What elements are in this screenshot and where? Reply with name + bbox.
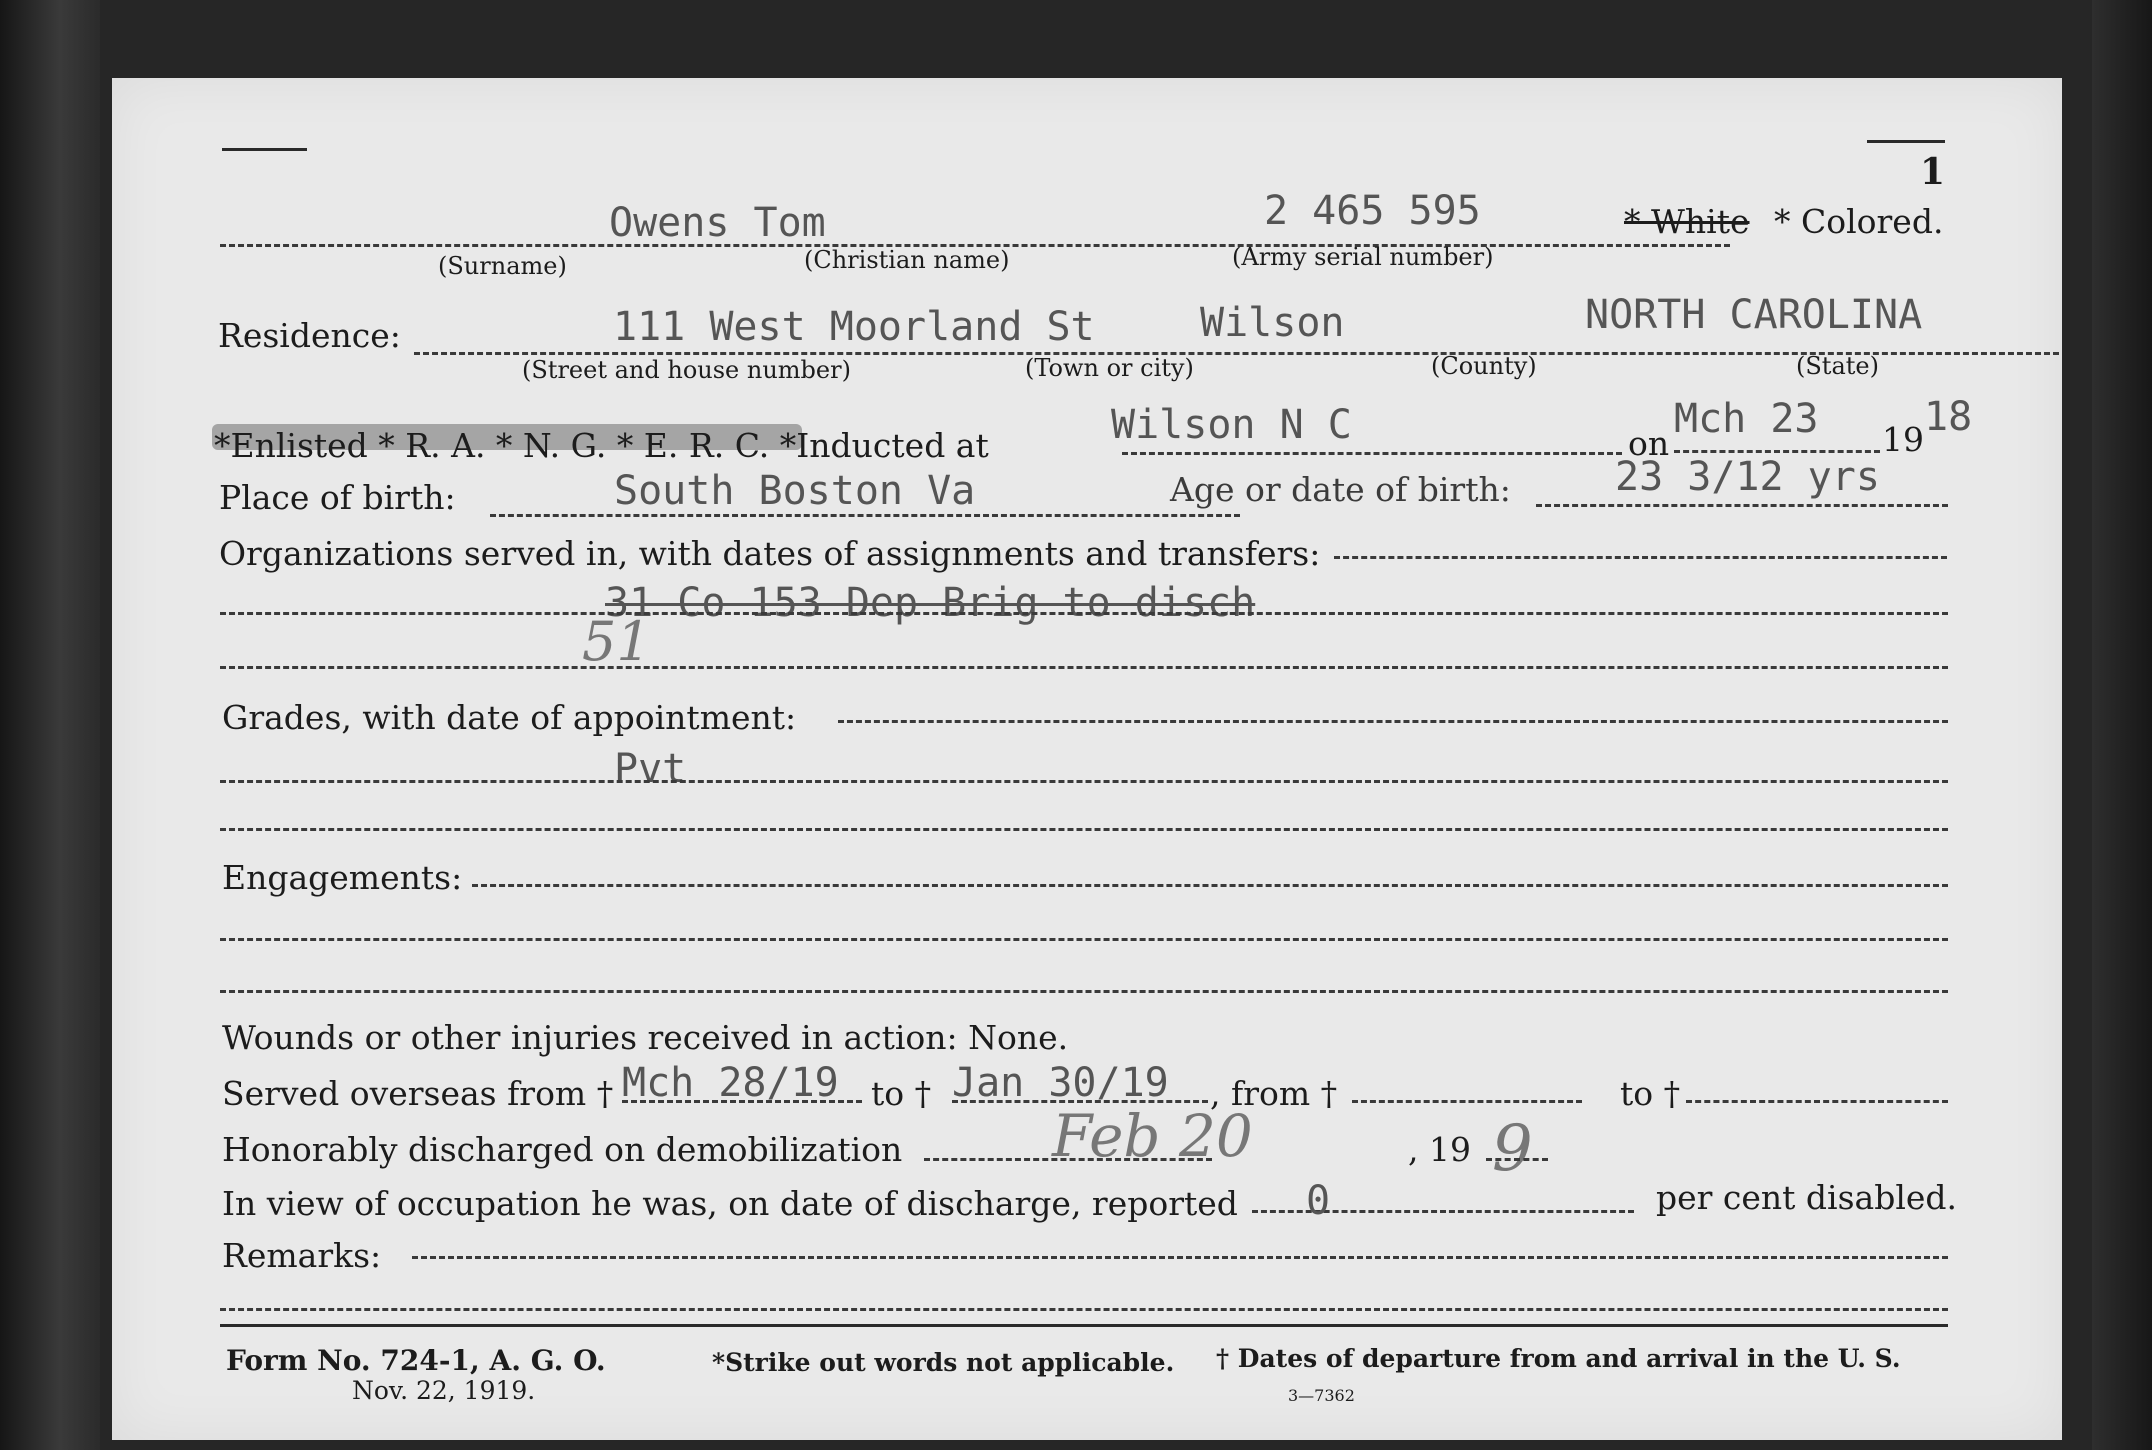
organizations-line-1 [220, 612, 1948, 615]
strike-out-note: *Strike out words not applicable. [712, 1348, 1175, 1377]
overseas-from-value: Mch 28/19 [622, 1060, 839, 1106]
year-prefix: 19 [1882, 420, 1924, 459]
overseas-from2-label: , from † [1210, 1074, 1338, 1113]
engagements-line-1 [220, 938, 1948, 941]
grades-line-1 [220, 780, 1948, 783]
remarks-line-1 [220, 1308, 1948, 1311]
engagements-line-2 [220, 990, 1948, 993]
overseas-to2-label: to † [1620, 1074, 1681, 1113]
wounds-label: Wounds or other injuries received in action: None. [222, 1018, 1069, 1057]
occupation-label: In view of occupation he was, on date of discharge, reported [222, 1184, 1238, 1223]
print-code: 3—7362 [1288, 1386, 1355, 1405]
discharge-year-value: 9 [1492, 1112, 1533, 1186]
top-right-rule [1867, 140, 1945, 143]
place-of-birth-label: Place of birth: [219, 478, 456, 517]
overseas-from2-line [1352, 1100, 1582, 1103]
inducted-date-value: Mch 23 [1674, 396, 1819, 442]
christian-name-caption: (Christian name) [804, 246, 1010, 274]
scanner-right-edge [2092, 0, 2152, 1450]
age-label: Age or date of birth: [1170, 470, 1511, 509]
form-date: Nov. 22, 1919. [352, 1376, 536, 1405]
disabled-percent-value: 0 [1306, 1178, 1331, 1224]
age-value: 23 3/12 yrs [1615, 454, 1880, 500]
surname-caption: (Surname) [438, 252, 567, 280]
dates-note: † Dates of departure from and arrival in the U. S. [1216, 1344, 1901, 1373]
overseas-to2-line [1686, 1100, 1948, 1103]
organizations-label: Organizations served in, with dates of assignments and transfers: [219, 534, 1321, 573]
place-of-birth-value: South Boston Va [614, 468, 976, 514]
discharge-year-prefix: , 19 [1408, 1130, 1471, 1169]
age-line [1536, 504, 1948, 507]
organization-typed-value: 31 Co 153 Dep Brig to disch [605, 580, 1256, 626]
on-label: on [1628, 424, 1670, 463]
card-number: 1 [1920, 151, 1946, 193]
overseas-to-label: to † [871, 1074, 932, 1113]
race-colored: * Colored. [1774, 202, 1944, 241]
organizations-line-0 [1334, 556, 1947, 559]
inducted-line [1122, 452, 1622, 455]
grade-value: Pvt [614, 746, 687, 792]
street-caption: (Street and house number) [522, 356, 851, 384]
residence-state-value: NORTH CAROLINA [1585, 292, 1923, 338]
residence-town-value: Wilson [1200, 300, 1345, 346]
discharged-label: Honorably discharged on demobilization [222, 1130, 903, 1169]
served-overseas-label: Served overseas from † [222, 1074, 614, 1113]
discharge-year-line [1486, 1158, 1548, 1161]
remarks-label: Remarks: [222, 1236, 382, 1275]
engagements-line-0 [472, 884, 1948, 887]
form-number: Form No. 724-1, A. G. O. [226, 1344, 606, 1377]
state-caption: (State) [1796, 352, 1879, 380]
grades-line-0 [838, 720, 1948, 723]
top-left-rule [222, 148, 307, 151]
overseas-to-value: Jan 30/19 [952, 1060, 1169, 1106]
army-serial-caption: (Army serial number) [1232, 243, 1494, 271]
residence-street-value: 111 West Moorland St [613, 304, 1095, 350]
residence-label: Residence: [218, 316, 401, 355]
race-white: * White [1624, 202, 1750, 241]
county-caption: (County) [1431, 352, 1537, 380]
inducted-at-value: Wilson N C [1111, 402, 1352, 448]
per-cent-label: per cent disabled. [1656, 1178, 1958, 1217]
serial-value: 2 465 595 [1264, 188, 1481, 234]
enlisted-label: *Enlisted * R. A. * N. G. * E. R. C. *Inducted at [214, 426, 989, 465]
scanner-left-edge [0, 0, 100, 1450]
grades-label: Grades, with date of appointment: [222, 698, 797, 737]
service-record-card [112, 78, 2062, 1440]
inducted-year-value: 18 [1924, 394, 1973, 440]
organizations-line-2 [220, 666, 1948, 669]
footer-rule [220, 1324, 1948, 1327]
remarks-line-0 [412, 1256, 1948, 1259]
organization-correction: 51 [582, 610, 651, 673]
overseas-from-line [622, 1100, 862, 1103]
engagements-label: Engagements: [222, 858, 463, 897]
grades-line-2 [220, 828, 1948, 831]
discharge-date-value: Feb 20 [1052, 1102, 1253, 1170]
name-value: Owens Tom [609, 200, 826, 246]
birthplace-line [490, 514, 1240, 517]
town-caption: (Town or city) [1025, 354, 1194, 382]
inducted-date-line [1674, 450, 1880, 453]
